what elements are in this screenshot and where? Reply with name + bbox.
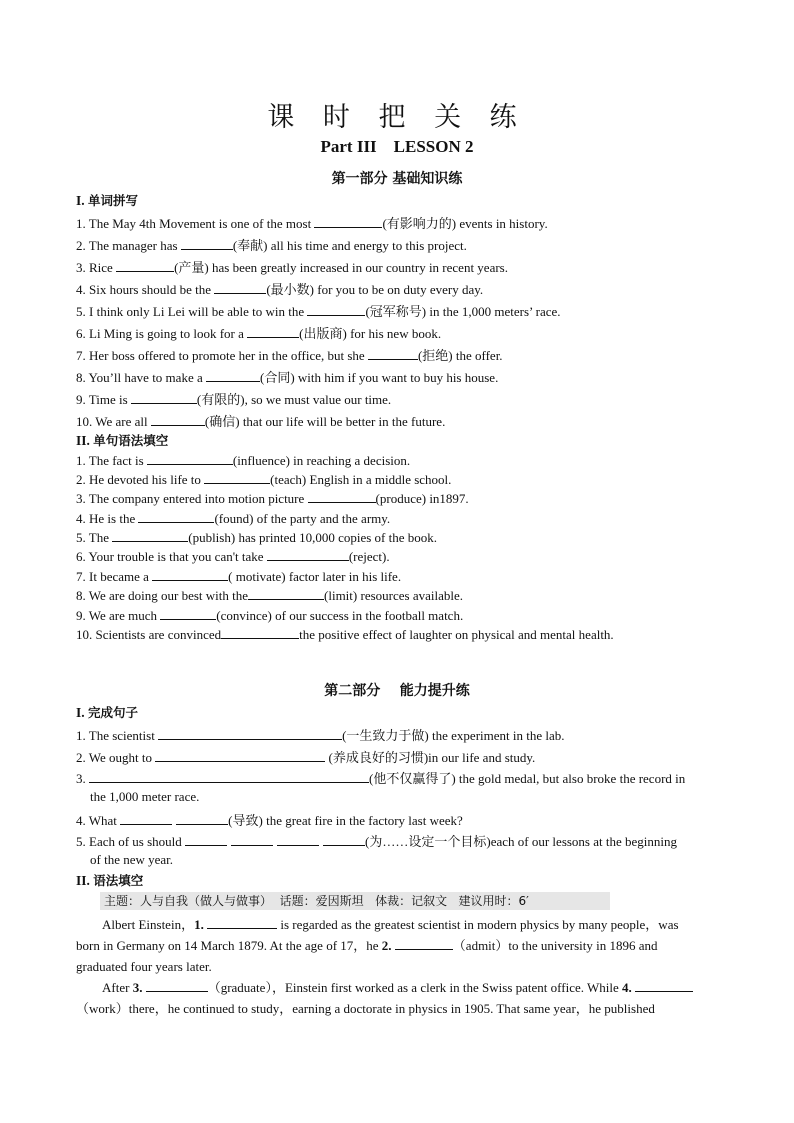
question-text: 7. It became a <box>76 569 153 584</box>
answer-blank[interactable] <box>120 812 172 825</box>
answer-blank[interactable] <box>368 347 418 360</box>
answer-blank[interactable] <box>248 587 324 600</box>
question-text-continued: resources available. <box>357 588 463 603</box>
answer-blank[interactable] <box>151 413 205 426</box>
hint-text: (导致) <box>228 813 263 828</box>
answer-blank[interactable] <box>214 281 266 294</box>
part2-title: 第二部分 能力提升练 <box>324 683 470 699</box>
hint-text: ( motivate) <box>228 569 286 584</box>
answer-blank[interactable] <box>277 833 319 846</box>
page-title: 课 时 把 关 练 <box>267 102 527 133</box>
complete-sentence-item-7 <box>90 852 173 868</box>
question-text: 10. We are all <box>76 414 151 429</box>
question-text-continued: has printed 10,000 copies of the book. <box>235 530 438 545</box>
grammar-item-6 <box>76 548 390 565</box>
question-text: 1. The fact is <box>76 453 147 468</box>
passage-paragraph-2: After 3. （graduate），Einstein first worked as a clerk in the Swiss patent office. While 4. （work）there，he continued to study，earning a doctorate in physics in 1905. That same year，he published <box>76 977 718 1019</box>
vocab-item-5 <box>76 301 561 320</box>
vocab-item-10 <box>76 411 445 430</box>
grammar-item-7 <box>76 568 401 585</box>
question-text: 2. He devoted his life to <box>76 472 205 487</box>
answer-blank[interactable] <box>323 833 365 846</box>
vocab-item-1 <box>76 213 548 232</box>
answer-blank[interactable] <box>160 607 216 620</box>
question-text-continued: of our success in the football match. <box>271 608 464 623</box>
complete-sentence-item-3 <box>76 768 685 787</box>
question-text: 4. What <box>76 813 121 828</box>
grammar-item-3 <box>76 490 469 507</box>
part1-section1-heading: I. 单词拼写 <box>76 193 139 208</box>
grammar-item-8 <box>76 587 463 604</box>
answer-blank[interactable] <box>155 749 325 762</box>
question-text-continued: in1897. <box>426 491 469 506</box>
part1-section2-heading: II. 单句语法填空 <box>76 433 169 448</box>
question-text: the 1,000 meter race. <box>90 789 200 804</box>
complete-sentence-item-4 <box>90 789 199 805</box>
answer-blank[interactable] <box>112 529 188 542</box>
hint-text: (有限的) <box>196 392 245 407</box>
question-text-continued: all his time and energy to this project. <box>267 238 467 253</box>
vocab-item-8 <box>76 367 498 386</box>
question-text: 6. Li Ming is going to look for a <box>76 326 248 341</box>
question-text: 5. The <box>76 530 113 545</box>
complete-sentence-item-2 <box>76 747 535 766</box>
hint-text: (publish) <box>188 530 236 545</box>
hint-text: (最小数) <box>266 282 314 297</box>
answer-blank[interactable] <box>308 490 376 503</box>
grammar-item-2 <box>76 471 451 488</box>
question-text-continued: factor later in his life. <box>285 569 402 584</box>
answer-blank[interactable] <box>206 369 260 382</box>
grammar-item-1 <box>76 452 410 469</box>
hint-text: (他不仅赢得了) <box>369 771 456 786</box>
question-text: 3. <box>76 771 89 786</box>
question-text: 6. Your trouble is that you can't take <box>76 549 267 564</box>
part1-title: 第一部分 基础知识练 <box>331 171 463 187</box>
question-text: of the new year. <box>90 852 174 867</box>
hint-text: (convince) <box>216 608 272 623</box>
question-text-continued: has been greatly increased in our country in recent years. <box>208 260 508 275</box>
answer-blank[interactable] <box>147 452 233 465</box>
question-text-continued: , so we must value our time. <box>244 392 392 407</box>
question-text: 2. We ought to <box>76 750 156 765</box>
answer-blank[interactable] <box>314 215 382 228</box>
answer-blank[interactable] <box>204 471 270 484</box>
grammar-item-5 <box>76 529 437 546</box>
question-text: 7. Her boss offered to promote her in the office, but she <box>76 348 368 363</box>
question-text: 1. The scientist <box>76 728 159 743</box>
question-text: 4. Six hours should be the <box>76 282 215 297</box>
question-text-continued: each of our lessons at the beginning <box>490 834 678 849</box>
question-text-continued: for his new book. <box>346 326 442 341</box>
answer-blank[interactable] <box>221 626 299 639</box>
hint-text: (found) <box>214 511 254 526</box>
hint-text: (冠军称号) <box>365 304 427 319</box>
question-text-continued: English in a middle school. <box>306 472 452 487</box>
question-text: 1. The May 4th Movement is one of the most <box>76 216 315 231</box>
vocab-item-7 <box>76 345 503 364</box>
hint-text: (limit) <box>324 588 358 603</box>
question-text: 9. Time is <box>76 392 131 407</box>
answer-blank[interactable] <box>131 391 197 404</box>
answer-blank[interactable] <box>176 812 228 825</box>
question-text-continued: in the 1,000 meters’ race. <box>426 304 561 319</box>
question-text-continued: events in history. <box>456 216 548 231</box>
question-text-continued: in reaching a decision. <box>289 453 411 468</box>
question-text: 3. The company entered into motion picture <box>76 491 308 506</box>
question-text-continued: that our life will be better in the future. <box>239 414 446 429</box>
question-text: 10. Scientists are convinced <box>76 627 222 642</box>
hint-text: (确信) <box>204 414 240 429</box>
hint-text: (养成良好的习惯) <box>325 750 429 765</box>
passage-blank-3[interactable] <box>146 979 208 992</box>
lesson-subtitle: Part III LESSON 2 <box>320 137 474 156</box>
part2-section2-heading: II. 语法填空 <box>76 873 144 888</box>
answer-blank[interactable] <box>247 325 299 338</box>
complete-sentence-item-5 <box>76 810 463 829</box>
question-text-continued: the positive effect of laughter on physical and mental health. <box>299 627 614 642</box>
vocab-item-3 <box>76 257 508 276</box>
answer-blank[interactable] <box>307 303 365 316</box>
question-text-continued: the experiment in the lab. <box>428 728 565 743</box>
hint-text: (influence) <box>232 453 290 468</box>
hint-text: (reject). <box>348 549 390 564</box>
complete-sentence-item-1 <box>76 725 565 744</box>
hint-text: (出版商) <box>299 326 347 341</box>
hint-text: (产量) <box>174 260 209 275</box>
answer-blank[interactable] <box>152 568 228 581</box>
hint-text: (有影响力的) <box>382 216 457 231</box>
answer-blank[interactable] <box>158 727 342 740</box>
hint-text: (teach) <box>270 472 307 487</box>
passage-blank-4[interactable] <box>635 979 693 992</box>
question-text-continued: of the party and the army. <box>253 511 391 526</box>
answer-blank[interactable] <box>185 833 227 846</box>
answer-blank[interactable] <box>231 833 273 846</box>
hint-text: (拒绝) <box>417 348 453 363</box>
hint-text: (一生致力于做) <box>342 728 429 743</box>
passage-paragraph-1: Albert Einstein，1. is regarded as the greatest scientist in modern physics by many people，was born in Germany on 14 March 1879. At the age of 17，he 2. （admit）to the university in 1896 and graduated four years later. <box>76 917 679 974</box>
question-text-continued: for you to be on duty every day. <box>313 282 484 297</box>
complete-sentence-item-6 <box>76 831 677 850</box>
hint-text: (produce) <box>375 491 427 506</box>
vocab-item-6 <box>76 323 441 342</box>
question-text: 8. You’ll have to make a <box>76 370 206 385</box>
question-text: 9. We are much <box>76 608 161 623</box>
answer-blank[interactable] <box>267 548 349 561</box>
hint-text: (合同) <box>259 370 295 385</box>
question-text-continued: the offer. <box>452 348 503 363</box>
question-text: 8. We are doing our best with the <box>76 588 249 603</box>
question-text: 3. Rice <box>76 260 117 275</box>
vocab-item-4 <box>76 279 483 298</box>
hint-text: (为……设定一个目标) <box>365 834 491 849</box>
part2-section1-heading: I. 完成句子 <box>76 705 139 720</box>
hint-text: (奉献) <box>232 238 268 253</box>
answer-blank[interactable] <box>181 237 233 250</box>
question-text-continued: the gold medal, but also broke the record in <box>455 771 686 786</box>
vocab-item-2 <box>76 235 467 254</box>
vocab-item-9 <box>76 389 391 408</box>
question-text: 4. He is the <box>76 511 139 526</box>
grammar-item-9 <box>76 607 463 624</box>
question-text: 5. Each of us should <box>76 834 186 849</box>
passage-blank-1[interactable] <box>207 916 277 929</box>
passage-blank-2[interactable] <box>395 937 453 950</box>
question-text: 5. I think only Li Lei will be able to win the <box>76 304 308 319</box>
answer-blank[interactable] <box>116 259 174 272</box>
question-text-continued: in our life and study. <box>428 750 536 765</box>
answer-blank[interactable] <box>89 770 369 783</box>
grammar-item-10 <box>76 626 614 643</box>
question-text-continued: the great fire in the factory last week? <box>262 813 463 828</box>
question-text-continued: with him if you want to buy his house. <box>294 370 499 385</box>
answer-blank[interactable] <box>138 510 214 523</box>
question-text: 2. The manager has <box>76 238 181 253</box>
grammar-item-4 <box>76 510 390 527</box>
theme-info-bar: 主题：人与自我（做人与做事） 话题：爱因斯坦 体裁：记叙文 建议用时：6′ <box>100 892 610 910</box>
